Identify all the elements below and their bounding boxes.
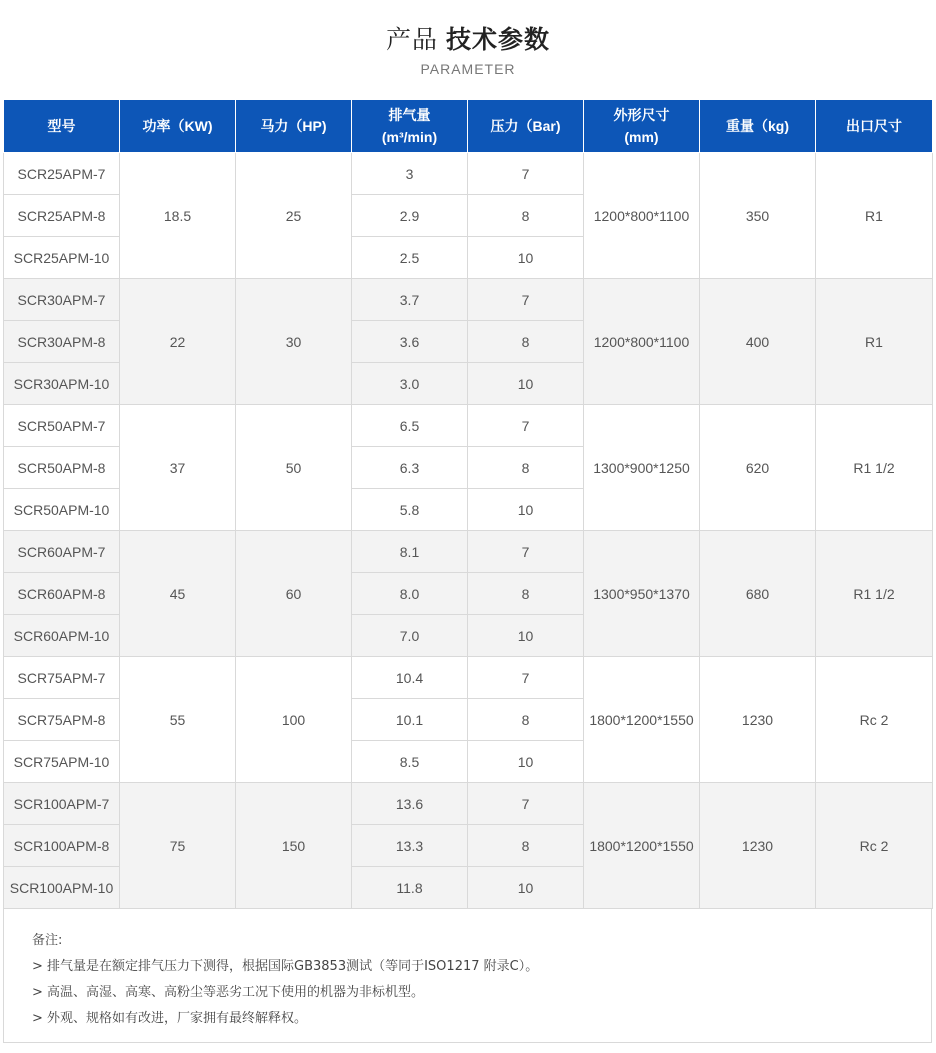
note-item: > 外观、规格如有改进，厂家拥有最终解释权。 (32, 1011, 308, 1026)
air-flow-cell: 11.8 (352, 867, 468, 909)
outlet-size-cell: Rc 2 (816, 783, 933, 909)
model-cell: SCR60APM-8 (4, 573, 120, 615)
model-cell: SCR25APM-10 (4, 237, 120, 279)
table-row (4, 657, 933, 699)
column-header-label: 压力（Bar) (490, 118, 561, 134)
pressure-cell: 7 (468, 531, 584, 573)
table-header (4, 100, 933, 153)
power-cell: 18.5 (120, 153, 236, 279)
note-item: > 高温、高湿、高寒、高粉尘等恶劣工况下使用的机器为非标机型。 (32, 985, 425, 1000)
horsepower-cell: 60 (236, 531, 352, 657)
horsepower-cell: 150 (236, 783, 352, 909)
column-header-unit: (m³/min) (381, 129, 438, 145)
air-flow-cell: 13.3 (352, 825, 468, 867)
table-row (4, 405, 933, 447)
section-header (0, 0, 936, 99)
power-cell: 45 (120, 531, 236, 657)
weight-cell: 1230 (700, 657, 816, 783)
title-light: 产品 (385, 25, 438, 54)
column-header-label: 重量（kg) (726, 118, 789, 134)
dimensions-cell: 1300*950*1370 (584, 531, 700, 657)
pressure-cell: 10 (468, 489, 584, 531)
weight-cell: 400 (700, 279, 816, 405)
horsepower-cell: 100 (236, 657, 352, 783)
model-cell: SCR30APM-10 (4, 363, 120, 405)
outlet-size-cell: R1 (816, 279, 933, 405)
pressure-cell: 7 (468, 405, 584, 447)
column-header (584, 100, 700, 153)
air-flow-cell: 6.3 (352, 447, 468, 489)
air-flow-cell: 8.5 (352, 741, 468, 783)
model-group (4, 405, 933, 531)
notes-heading: 备注: (32, 933, 63, 948)
column-header-label: 功率（KW) (142, 118, 213, 134)
column-header (468, 100, 584, 153)
model-cell: SCR75APM-10 (4, 741, 120, 783)
model-group (4, 279, 933, 405)
air-flow-cell: 10.4 (352, 657, 468, 699)
model-cell: SCR30APM-7 (4, 279, 120, 321)
horsepower-cell: 30 (236, 279, 352, 405)
note-item: > 排气量是在额定排气压力下测得，根据国际GB3853测试（等同于ISO1217 附录C）。 (32, 959, 539, 974)
air-flow-cell: 8.0 (352, 573, 468, 615)
model-cell: SCR50APM-8 (4, 447, 120, 489)
power-cell: 75 (120, 783, 236, 909)
air-flow-cell: 2.5 (352, 237, 468, 279)
model-cell: SCR25APM-8 (4, 195, 120, 237)
air-flow-cell: 3.7 (352, 279, 468, 321)
page-title (0, 20, 936, 56)
model-group (4, 657, 933, 783)
pressure-cell: 10 (468, 237, 584, 279)
outlet-size-cell: Rc 2 (816, 657, 933, 783)
pressure-cell: 7 (468, 153, 584, 195)
model-cell: SCR25APM-7 (4, 153, 120, 195)
horsepower-cell: 25 (236, 153, 352, 279)
table-row (4, 279, 933, 321)
air-flow-cell: 8.1 (352, 531, 468, 573)
column-header-label: 排气量 (388, 107, 431, 123)
weight-cell: 1230 (700, 783, 816, 909)
air-flow-cell: 7.0 (352, 615, 468, 657)
air-flow-cell: 5.8 (352, 489, 468, 531)
table-row (4, 153, 933, 195)
outlet-size-cell: R1 (816, 153, 933, 279)
dimensions-cell: 1200*800*1100 (584, 153, 700, 279)
dimensions-cell: 1300*900*1250 (584, 405, 700, 531)
air-flow-cell: 3.6 (352, 321, 468, 363)
pressure-cell: 10 (468, 741, 584, 783)
model-cell: SCR30APM-8 (4, 321, 120, 363)
dimensions-cell: 1800*1200*1550 (584, 783, 700, 909)
pressure-cell: 8 (468, 447, 584, 489)
column-header (700, 100, 816, 153)
notes-box (3, 909, 932, 1043)
horsepower-cell: 50 (236, 405, 352, 531)
outlet-size-cell: R1 1/2 (816, 531, 933, 657)
dimensions-cell: 1200*800*1100 (584, 279, 700, 405)
model-group (4, 783, 933, 909)
weight-cell: 620 (700, 405, 816, 531)
column-header (816, 100, 933, 153)
model-cell: SCR100APM-7 (4, 783, 120, 825)
model-group (4, 531, 933, 657)
pressure-cell: 8 (468, 699, 584, 741)
column-header-label: 出口尺寸 (846, 118, 902, 134)
page-subtitle: PARAMETER (420, 61, 516, 77)
air-flow-cell: 10.1 (352, 699, 468, 741)
weight-cell: 350 (700, 153, 816, 279)
power-cell: 55 (120, 657, 236, 783)
model-cell: SCR100APM-10 (4, 867, 120, 909)
model-cell: SCR50APM-7 (4, 405, 120, 447)
table-row (4, 783, 933, 825)
air-flow-cell: 2.9 (352, 195, 468, 237)
parameter-table (3, 99, 933, 909)
pressure-cell: 10 (468, 867, 584, 909)
column-header (120, 100, 236, 153)
air-flow-cell: 3 (352, 153, 468, 195)
table-header-row (4, 100, 933, 153)
table-row (4, 531, 933, 573)
pressure-cell: 8 (468, 195, 584, 237)
column-header-label: 型号 (47, 118, 76, 134)
column-header-label: 外形尺寸 (613, 107, 670, 123)
power-cell: 37 (120, 405, 236, 531)
model-cell: SCR75APM-7 (4, 657, 120, 699)
pressure-cell: 7 (468, 279, 584, 321)
pressure-cell: 10 (468, 363, 584, 405)
dimensions-cell: 1800*1200*1550 (584, 657, 700, 783)
air-flow-cell: 6.5 (352, 405, 468, 447)
model-cell: SCR75APM-8 (4, 699, 120, 741)
column-header-unit: (mm) (624, 129, 659, 145)
column-header (4, 100, 120, 153)
air-flow-cell: 13.6 (352, 783, 468, 825)
air-flow-cell: 3.0 (352, 363, 468, 405)
title-bold: 技术参数 (446, 25, 551, 54)
pressure-cell: 8 (468, 321, 584, 363)
model-cell: SCR60APM-7 (4, 531, 120, 573)
pressure-cell: 7 (468, 783, 584, 825)
model-cell: SCR50APM-10 (4, 489, 120, 531)
column-header (352, 100, 468, 153)
model-cell: SCR100APM-8 (4, 825, 120, 867)
outlet-size-cell: R1 1/2 (816, 405, 933, 531)
column-header-label: 马力（HP) (260, 118, 327, 134)
pressure-cell: 8 (468, 573, 584, 615)
model-group (4, 153, 933, 279)
pressure-cell: 7 (468, 657, 584, 699)
weight-cell: 680 (700, 531, 816, 657)
column-header (236, 100, 352, 153)
model-cell: SCR60APM-10 (4, 615, 120, 657)
pressure-cell: 10 (468, 615, 584, 657)
power-cell: 22 (120, 279, 236, 405)
pressure-cell: 8 (468, 825, 584, 867)
